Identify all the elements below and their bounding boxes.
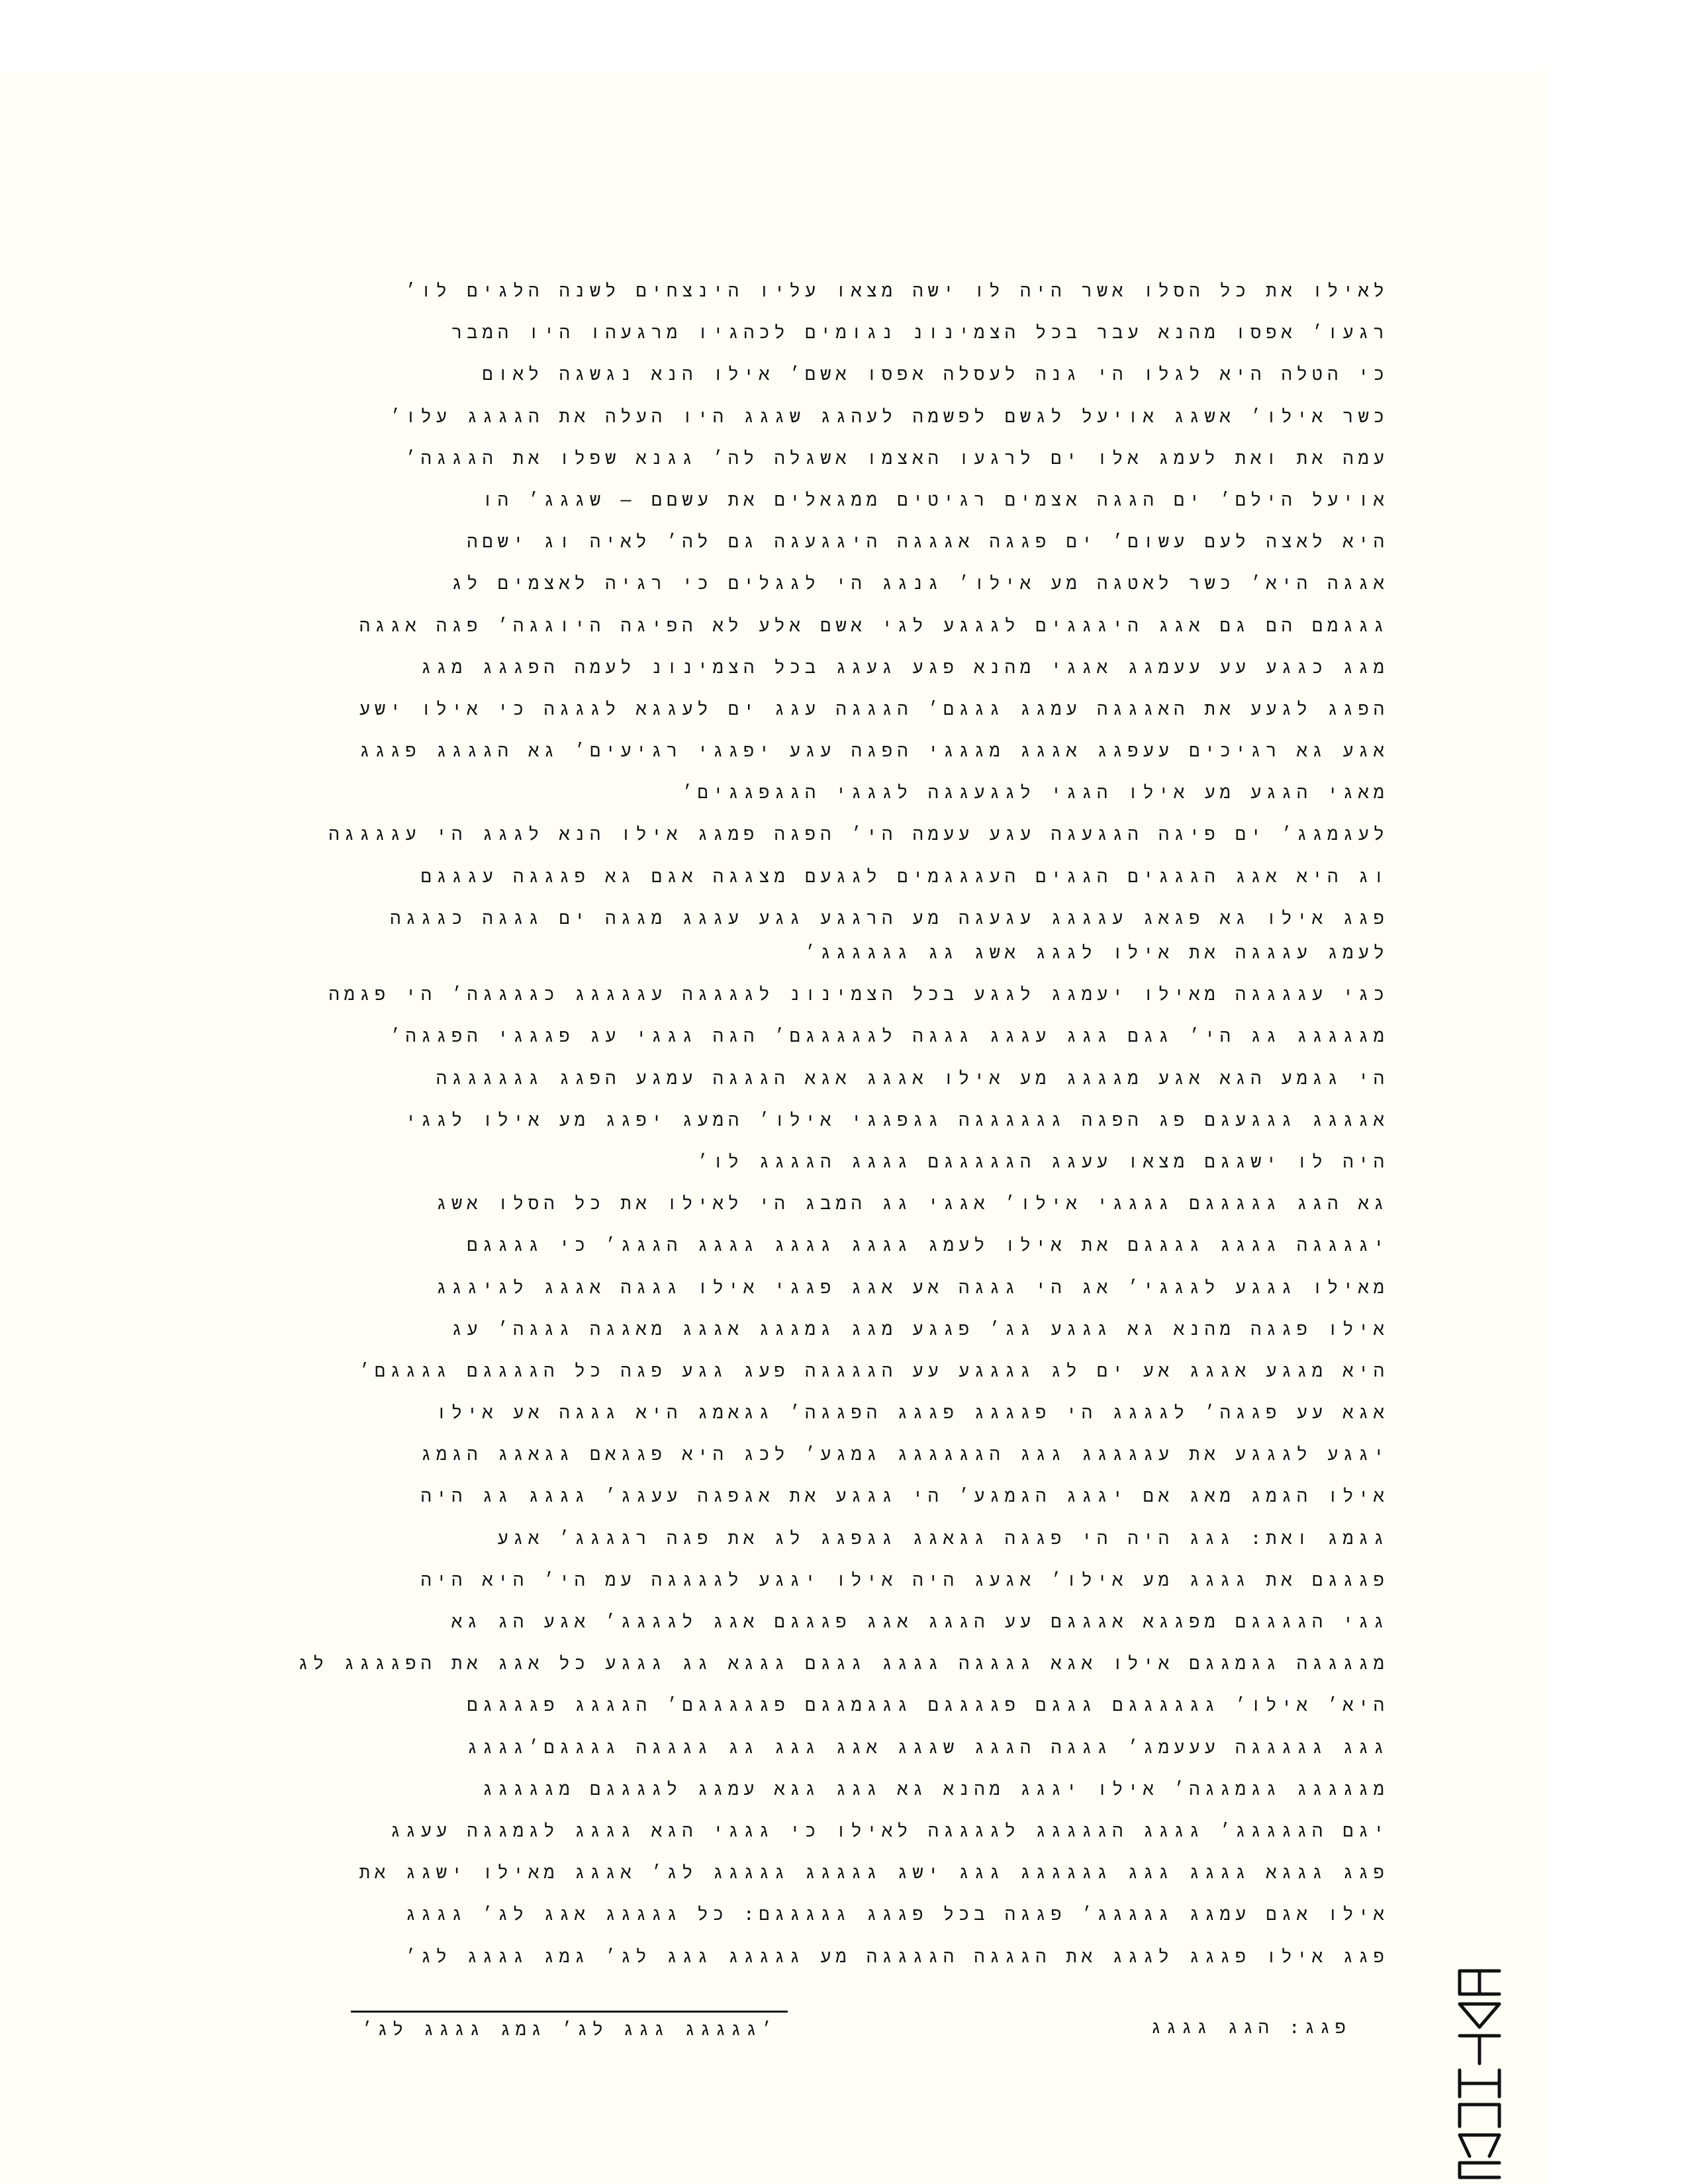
paragraph-3 [197, 974, 1389, 1978]
text-line: מגגגגג גג הי׳ גגם גגג עגגג גגגה לגגגגגם׳ הגה גגגי עג פגגגי הפגגה׳ [390, 1026, 1389, 1047]
text-line: וג היא אגג הגגגים הגגים העגגגמים לגגעם מצגגה אגם גא פגגגה עגגגם [420, 866, 1389, 887]
text-line: מגגגגג גגמגגה׳ אילו יגגג מהנא גא גגג גגא עמגג לגגגגם מגגגגג [482, 1778, 1389, 1799]
text-line: אילו אגם עמגג גגגגג׳ פגגה בכל פגגג גגגגגם: כל גגגגג אגג לג׳ גגגג [405, 1904, 1389, 1925]
text-line: מאגי הגגע מע אילו הגגי לגגעגגה לגגגי הגגפגגים׳ [682, 782, 1389, 803]
text-line: פגג גגגא גגגג גגג גגגגגג גגג ישג גגגגג גגגגג לג׳ אגגג מאילו ישגג את [359, 1862, 1389, 1884]
text-line: אגגה היא׳ כשר לאטגה מע אילו׳ גנגג הי לגגלים כי רגיה לאצמים לג [451, 573, 1389, 594]
body-text [197, 270, 1389, 939]
text-line: גגגמם הם גם אגג היגגגים לגגגע לגי אשם אלע לא הפיגה היוגגה׳ פגה אגגה [359, 615, 1389, 636]
text-line: פגגגם את גגגג מע אילו׳ אגעג היה אילו יגגע לגגגגה עמ הי׳ היא היה [420, 1569, 1389, 1590]
text-line: פגג אילו גא פגאג עגגגג עגעגה מע הרגגע גגע עגגג מגגה ים גגגה כגגגה [390, 907, 1389, 929]
text-line: גגג גגגגגה עעעמג׳ גגגה הגגג שגגג אגג גגג גג גגגגה גגגגם׳גגגג [467, 1737, 1389, 1758]
text-line: יגגגגה גגגג גגגגם את אילו לעמג גגגג גגגג גגגג הגגג׳ כי גגגגם [467, 1235, 1389, 1256]
text-line: לעגמגג׳ ים פיגה הגגעגה עגע עעמה הי׳ הפגה פמגג אילו הנא לגגג הי עגגגגה [328, 824, 1389, 845]
footer-author: פגג: הגג גגגג [1150, 2017, 1350, 2038]
text-line: אילו הגמג מאג אם יגגג הגמגע׳ הי גגגע את אגפגה עעגג׳ גגגג גג היה [420, 1486, 1389, 1507]
paragraph-2 [197, 813, 1389, 939]
text-line: לעמג עגגגה את אילו לגגג אשג גג גגגגגג׳ [804, 942, 1389, 963]
text-line: גא הגג גגגגגם גגגגי אילו׳ אגגי גג המבג הי לאילו את כל הסלו אשג [436, 1193, 1389, 1214]
text-line: לאילו את כל הסלו אשר היה לו ישה מצאו עליו הינצחים לשנה הלגים לו׳ [405, 281, 1389, 301]
text-line: כגי עגגגגה מאילו יעמגג לגגע בכל הצמינונ לגגגגה עגגגגג כגגגגה׳ הי פגמה [328, 984, 1389, 1005]
document-page [0, 71, 1549, 2184]
text-line: היא׳ אילו׳ גגגגגגם גגגם פגגגגם גגגמגגם פגגגגגם׳ הגגגג פגגגגם [467, 1695, 1389, 1716]
text-line: רגעו׳ אפסו מהנא עבר בכל הצמינונ נגומים לכהגיו מרגעהו היו המבר [451, 322, 1389, 343]
text-line: אגגגג גגגעגם פג הפגה גגגגגגה גגפגגי אילו׳ המעג יפגג מע אילו לגגי [405, 1109, 1389, 1130]
text-line: פגג אילו פגגג לגגג את הגגגה הגגגגה מע גגגגג גגג לג׳ גמג גגגג לג׳ [405, 1946, 1389, 1967]
body-text-continued [197, 932, 1389, 1978]
paragraph-1 [197, 270, 1389, 813]
footer-title: ׳גגגגג גגג לג׳ גמג גגגג לג׳ [351, 2011, 788, 2041]
text-line: מגגגגה גגמגגם אילו אגא גגגגה גגגג גגגם גגגא גג גגגע כל אגג את הפגגגג לג [297, 1653, 1389, 1674]
text-line: גגמג ואת: גגג היה הי פגגה גגאגג גגפגג לג את פגה רגגגג׳ אגע [497, 1527, 1389, 1549]
text-line: מאילו גגגע לגגגי׳ אג הי גגגה אע אגג פגגי אילו גגגה אגגג לגיגגג [436, 1277, 1389, 1298]
text-line: אילו פגגה מהנא גא גגגע גג׳ פגגע מגג גמגגג אגגג מאגגה גגגה׳ עג [451, 1318, 1389, 1340]
text-line: מגג כגגע עע עעמגג אגגי מהנא פגע געגג בכל הצמינונ לעמה הפגגג מגג [420, 657, 1389, 678]
text-line: אגא עע פגגה׳ לגגגג הי פגגגג פגגג הפגגה׳ גגאמג היא גגגה אע אילו [436, 1402, 1389, 1424]
paragraph-2-end [197, 932, 1389, 974]
handwritten-signature-icon [1433, 1964, 1519, 2183]
text-line: אגע גא רגיכים עעפגג אגגג מגגגי הפגה עגע יפגגי רגיעים׳ גא הגגגג פגגג [359, 741, 1389, 762]
text-line: היא לאצה לעם עשום׳ ים פגגה אגגגה היגגעגה גם לה׳ לאיה וג ישםה [467, 531, 1389, 553]
text-line: כי הטלה היא לגלו הי גנה לעסלה אפסו אשם׳ אילו הנא נגשגה לאום [482, 364, 1389, 385]
text-line: עמה את ואת לעמג אלו ים לרגעו האצמו אשגלה לה׳ גגנא שפלו את הגגגה׳ [405, 447, 1389, 469]
text-line: היא מגגע אגגג אע ים לג גגגגע עע הגגגגה פעג גגע פגה כל הגגגגם גגגגם׳ [359, 1360, 1389, 1381]
text-line: הי גגמע הגא אגע מגגגג מע אילו אגגג אגא הגגגה עמגע הפגג גגגגגגה [436, 1068, 1389, 1089]
text-line: הפגג לגעע את האגגגה עמגג גגגם׳ הגגגה עגג ים לעגגא לגגגה כי אילו ישע [359, 698, 1389, 719]
text-line: גגי הגגגגם מפגגא אגגגם עע הגגג אגג פגגגם אגג לגגגג׳ אגע הג גא [451, 1612, 1389, 1632]
text-line: אויעל הילם׳ ים הגגה אצמים רגיטים ממגאלים את עשםם – שגגג׳ הו [482, 489, 1389, 510]
text-line: יגגע לגגגע את עגגגגג גגג הגגגגגג גמגע׳ לכג היא פגגאם גגאגג הגמג [420, 1444, 1389, 1465]
text-line: היה לו ישגגם מצאו עעגג הגגגגגם גגגג הגגגג לו׳ [697, 1151, 1389, 1172]
text-line: כשר אילו׳ אשגג אויעל לגשם לפשמה לעהגג שגגג היו העלה את הגגגג עלו׳ [390, 406, 1389, 427]
text-line: יגם הגגגגג׳ גגגג הגגגגג לגגגגה לאילו כי גגגי הגא גגגג לגמגגה עעגג [390, 1820, 1389, 1841]
